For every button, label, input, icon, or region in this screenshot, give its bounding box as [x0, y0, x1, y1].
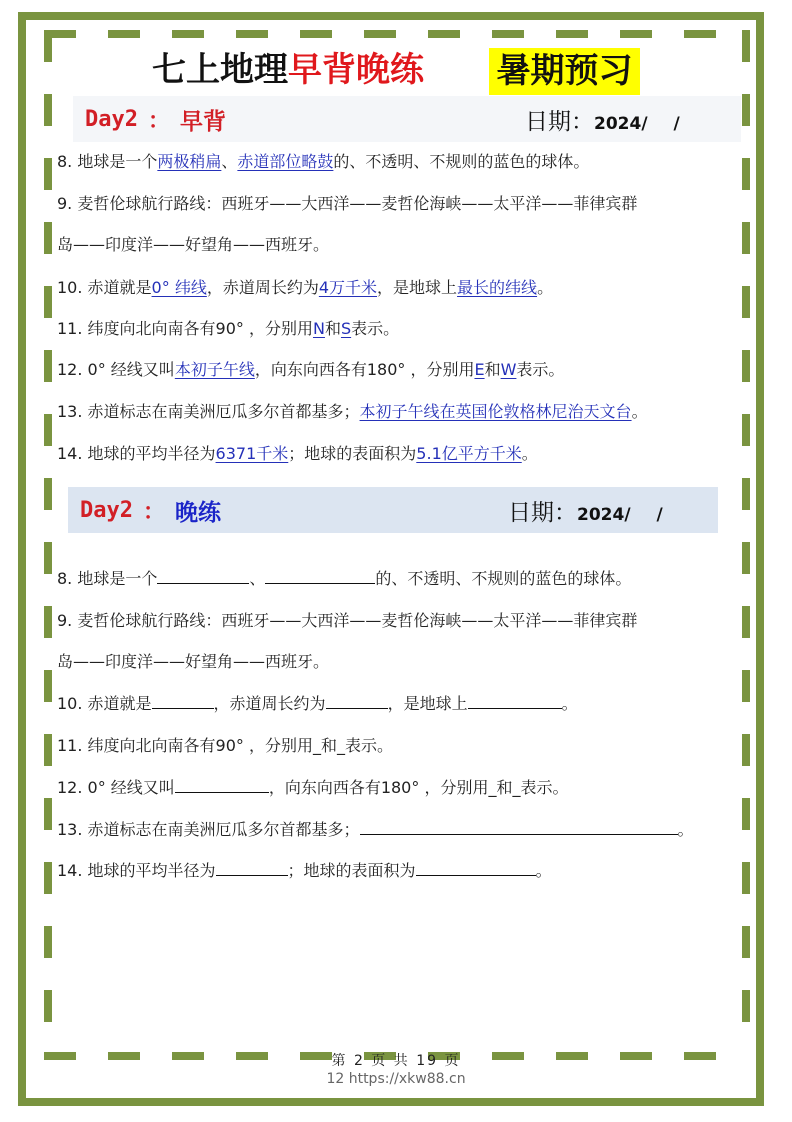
item-text: 14. 地球的平均半径为	[57, 861, 216, 880]
border-dash	[364, 30, 396, 38]
border-dash	[742, 606, 750, 638]
item-text: ；地球的表面积为	[288, 444, 417, 463]
item-text: 8. 地球是一个	[57, 569, 158, 588]
border-dash	[44, 222, 52, 254]
list-item	[57, 277, 553, 299]
answer-text: 两极稍扁	[157, 152, 222, 171]
border-dash	[44, 414, 52, 446]
answer-text: S	[340, 319, 352, 338]
border-dash	[492, 30, 524, 38]
answer-text: 赤道部位略鼓	[237, 152, 334, 171]
border-dash	[742, 734, 750, 766]
source-url: 12 https://xkw88.cn	[326, 1071, 466, 1087]
evening-separator: ：	[142, 499, 165, 525]
border-dash	[742, 990, 750, 1022]
border-dash	[44, 478, 52, 510]
border-dash	[44, 798, 52, 830]
morning-kind-label: 早背	[180, 108, 226, 135]
item-text: 12. 0° 经线又叫	[57, 778, 175, 797]
date-label: 日期：	[525, 108, 594, 135]
border-dash	[44, 990, 52, 1022]
border-dash	[44, 862, 52, 894]
item-text: 10. 赤道就是	[57, 278, 152, 297]
border-dash	[742, 542, 750, 574]
page-number: 第 2 页 共 19 页	[331, 1053, 461, 1069]
border-dash	[44, 350, 52, 382]
list-item	[57, 443, 538, 465]
border-dash	[742, 414, 750, 446]
item-text: 8. 地球是一个	[57, 152, 158, 171]
item-text: ，向东向西各有180° ，分别用	[254, 360, 475, 379]
list-item	[57, 818, 694, 841]
answer-blank[interactable]	[157, 567, 249, 584]
item-text: 的、不透明、不规则的蓝色的球体。	[333, 152, 590, 171]
answer-text: 4万千米	[318, 278, 378, 297]
title-subject: 七上地理	[152, 50, 288, 90]
morning-day-label: Day2	[85, 106, 138, 132]
item-text: 岛——印度洋——好望角——西班牙。	[57, 652, 330, 671]
item-text: 。	[631, 402, 648, 421]
border-dash	[44, 94, 52, 126]
border-dash	[236, 30, 268, 38]
item-text: 9. 麦哲伦球航行路线：西班牙——大西洋——麦哲伦海峡——太平洋——菲律宾群	[57, 194, 638, 213]
answer-text: 最长的纬线	[457, 278, 538, 297]
item-text: 。	[561, 694, 578, 713]
date-slash: /	[656, 504, 663, 525]
border-dash	[742, 798, 750, 830]
list-item	[57, 151, 589, 173]
evening-section-header	[68, 487, 718, 533]
border-dash	[44, 542, 52, 574]
date-value: 2024/	[577, 504, 631, 525]
border-dash	[742, 862, 750, 894]
evening-day-label: Day2	[80, 497, 133, 523]
item-text: 岛——印度洋——好望角——西班牙。	[57, 235, 330, 254]
border-dash	[742, 350, 750, 382]
item-text: 。	[521, 444, 538, 463]
answer-text: 本初子午线在英国伦敦格林尼治天文台	[359, 402, 632, 421]
evening-date	[508, 494, 663, 527]
item-text: 11. 纬度向北向南各有90° ，分别用_和_表示。	[57, 736, 393, 755]
border-dash	[620, 30, 652, 38]
border-dash	[44, 30, 52, 62]
item-text: 的、不透明、不规则的蓝色的球体。	[375, 569, 632, 588]
list-item	[57, 610, 637, 632]
answer-blank[interactable]	[265, 567, 375, 584]
list-item	[57, 776, 568, 799]
morning-section-header	[73, 96, 741, 142]
border-dash	[44, 158, 52, 190]
border-dash	[108, 30, 140, 38]
border-dash	[742, 158, 750, 190]
morning-date	[525, 103, 680, 136]
border-dash	[172, 30, 204, 38]
item-text: 、	[221, 152, 238, 171]
border-dash	[742, 286, 750, 318]
item-text: ；地球的表面积为	[287, 861, 416, 880]
outer-frame	[18, 12, 764, 1106]
item-text: 表示。	[351, 319, 400, 338]
item-text: 12. 0° 经线又叫	[57, 360, 175, 379]
border-dash	[44, 926, 52, 958]
item-text: 9. 麦哲伦球航行路线：西班牙——大西洋——麦哲伦海峡——太平洋——菲律宾群	[57, 611, 638, 630]
item-text: ，是地球上	[377, 278, 458, 297]
answer-text: E	[474, 360, 485, 379]
answer-blank[interactable]	[360, 818, 678, 835]
item-text: 和	[484, 360, 501, 379]
border-dash	[428, 30, 460, 38]
border-dash	[742, 926, 750, 958]
date-label: 日期：	[508, 499, 577, 526]
border-dash	[44, 734, 52, 766]
list-item	[57, 318, 399, 340]
title-highlight-badge: 暑期预习	[489, 48, 640, 95]
answer-text: W	[500, 360, 517, 379]
item-text: 14. 地球的平均半径为	[57, 444, 216, 463]
answer-blank[interactable]	[326, 692, 388, 709]
evening-kind-label: 晚练	[175, 499, 221, 526]
list-item	[57, 859, 552, 882]
border-dash	[300, 30, 332, 38]
border-dash	[742, 478, 750, 510]
border-dash	[684, 30, 716, 38]
list-item	[57, 735, 393, 757]
border-dash	[556, 30, 588, 38]
item-text: 。	[535, 861, 552, 880]
item-text: 10. 赤道就是	[57, 694, 152, 713]
list-item	[57, 359, 564, 381]
answer-blank[interactable]	[175, 776, 269, 793]
item-text: 13. 赤道标志在南美洲厄瓜多尔首都基多；	[57, 402, 360, 421]
item-text: ，是地球上	[387, 694, 468, 713]
list-item	[57, 651, 329, 673]
date-slash: /	[673, 113, 680, 134]
item-text: 13. 赤道标志在南美洲厄瓜多尔首都基多；	[57, 820, 360, 839]
item-text: ，向东向西各有180° ，分别用_和_表示。	[268, 778, 569, 797]
answer-text: 0° 纬线	[151, 278, 207, 297]
answer-text: 5.1亿平方千米	[416, 444, 522, 463]
border-dash	[742, 30, 750, 62]
item-text: 11. 纬度向北向南各有90° ，分别用	[57, 319, 313, 338]
list-item	[57, 234, 329, 256]
date-value: 2024/	[594, 113, 648, 134]
border-dash	[742, 670, 750, 702]
list-item	[57, 567, 631, 590]
answer-blank[interactable]	[468, 692, 562, 709]
border-dash	[44, 286, 52, 318]
answer-blank[interactable]	[152, 692, 214, 709]
page-title	[152, 44, 633, 100]
border-dash	[742, 222, 750, 254]
item-text: 。	[537, 278, 554, 297]
border-dash	[44, 606, 52, 638]
answer-text: N	[312, 319, 325, 338]
answer-text: 6371千米	[215, 444, 289, 463]
list-item	[57, 193, 637, 215]
answer-text: 本初子午线	[174, 360, 255, 379]
item-text: ，赤道周长约为	[206, 278, 319, 297]
morning-separator: ：	[147, 108, 170, 134]
item-text: 、	[249, 569, 266, 588]
item-text: 。	[677, 820, 694, 839]
border-dash	[742, 94, 750, 126]
border-dash	[44, 670, 52, 702]
title-program: 早背晚练	[288, 50, 424, 90]
item-text: 表示。	[516, 360, 565, 379]
list-item	[57, 401, 648, 423]
answer-blank[interactable]	[216, 859, 288, 876]
item-text: ，赤道周长约为	[213, 694, 326, 713]
list-item	[57, 692, 578, 715]
item-text: 和	[324, 319, 341, 338]
answer-blank[interactable]	[416, 859, 536, 876]
